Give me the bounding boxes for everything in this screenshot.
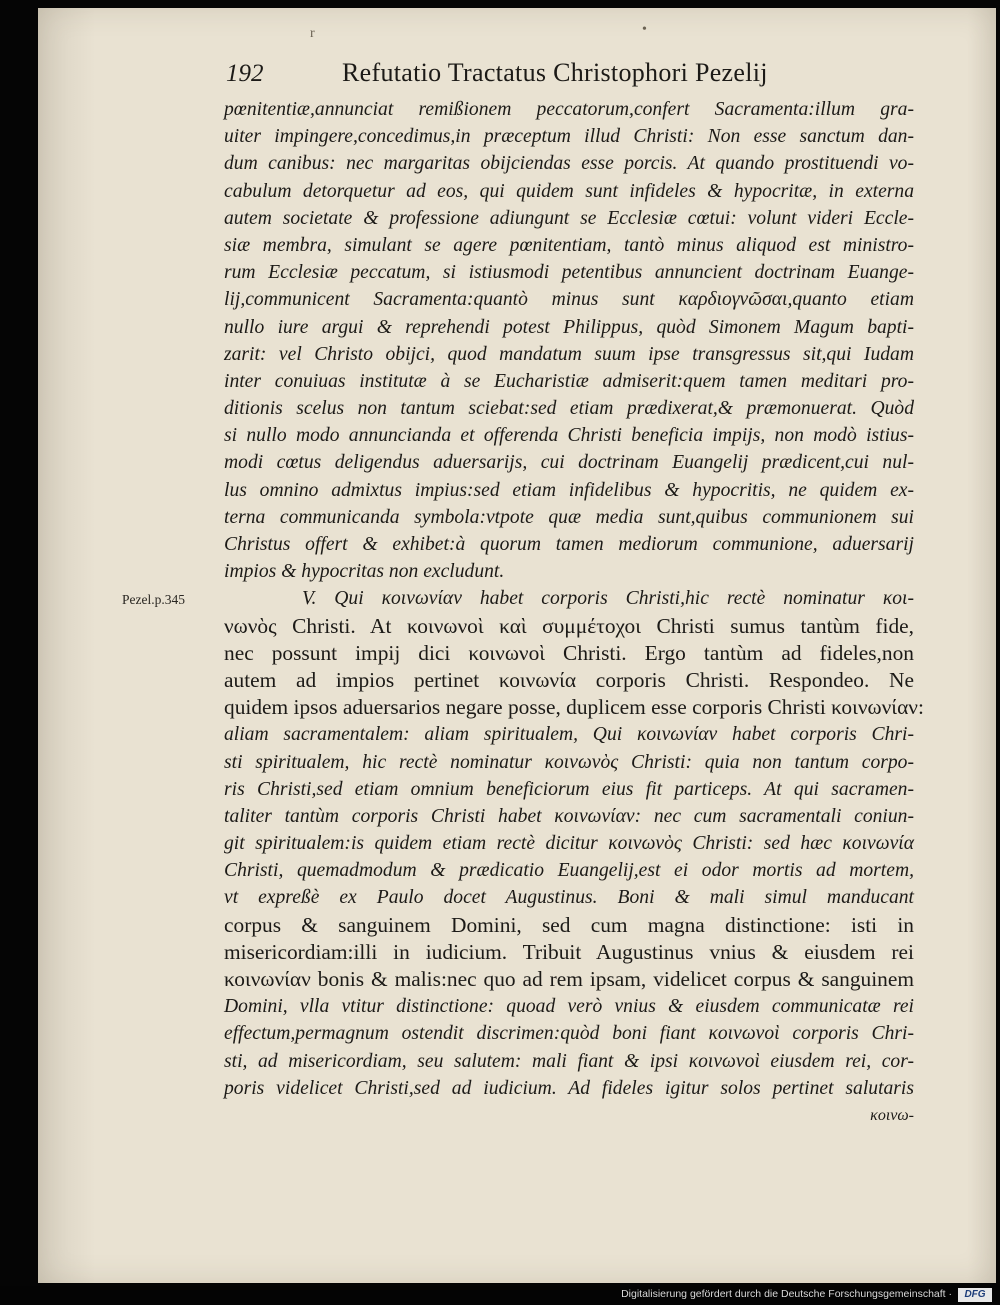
text-line: corpus & sanguinem Domini, sed cum magna distinctione: isti in xyxy=(224,912,914,937)
text-line: vt expreßè ex Paulo docet Augustinus. Boni & mali simul manducant xyxy=(224,887,914,909)
text-line: aliam sacramentalem: aliam spiritualem, Qui κοινωνίαν habet corporis Chri- xyxy=(224,724,914,746)
page-number: 192 xyxy=(226,60,264,87)
text-line: Christus offert & exhibet:à quorum tamen mediorum communione, aduersarij xyxy=(224,534,914,555)
text-line: misericordiam:illi in iudicium. Tribuit Augustinus vnius & eiusdem rei xyxy=(224,939,914,964)
text-line: si nullo modo annuncianda et offerenda Christi beneficia impijs, non modò istius- xyxy=(224,425,914,447)
text-line: lij,communicent Sacramenta:quantò minus sunt καρδιογνῶσαι,quanto etiam xyxy=(224,289,914,311)
text-line: poris videlicet Christi,sed ad iudicium. Ad fideles igitur solos pertinet salutaris xyxy=(224,1077,914,1099)
text-line: nullo iure argui & reprehendi potest Philippus, quòd Simonem Magum bapti- xyxy=(224,316,914,338)
dfg-logo: DFG xyxy=(958,1288,992,1302)
running-head: Refutatio Tractatus Christophori Pezelij xyxy=(342,58,768,87)
text-line: taliter tantùm corporis Christi habet κοινωνίαν: nec cum sacramentali coniun- xyxy=(224,805,914,827)
text-line: effectum,permagnum ostendit discrimen:quòd boni fiant κοινωνοὶ corporis Chri- xyxy=(224,1023,914,1045)
text-line: uiter impingere,concedimus,in præceptum illud Christi: Non esse sanctum dan- xyxy=(224,126,914,148)
text-line: zarit: vel Christo obijci, quod mandatum suum ipse transgressus sit,qui Iudam xyxy=(224,343,914,365)
text-block xyxy=(224,96,924,1129)
text-line: git spiritualem:is quidem etiam rectè dicitur κοινωνὸς Christi: sed hæc κοινωνία xyxy=(224,833,914,855)
text-line: sti, ad misericordiam, seu salutem: mali fiant & ipsi κοινωνοὶ eiusdem rei, cor- xyxy=(224,1050,914,1072)
funding-credit: Digitalisierung gefördert durch die Deutsche Forschungsgemeinschaft · xyxy=(621,1288,952,1300)
catchword: κοινω- xyxy=(870,1106,914,1124)
text-line: lus omnino admixtus impius:sed etiam infidelibus & hypocritis, ne quidem ex- xyxy=(224,479,914,501)
stray-mark: r xyxy=(310,26,315,41)
text-line: sti spiritualem, hic rectè nominatur κοινωνὸς Christi: quia non tantum corpo- xyxy=(224,751,914,773)
stray-mark: • xyxy=(642,22,647,37)
text-line: nec possunt impij dici κοινωνοὶ Christi. Ergo tantùm ad fideles,non xyxy=(224,640,914,665)
text-line: κοινωνίαν bonis & malis:nec quo ad rem ipsam, videlicet corpus & sanguinem xyxy=(224,967,914,991)
text-line: ris Christi,sed etiam omnium beneficiorum eius fit particeps. At qui sacramen- xyxy=(224,778,914,800)
text-line: V. Qui κοινωνίαν habet corporis Christi,hic rectè nominatur κοι- xyxy=(302,588,914,610)
text-line: siæ membra, simulant se agere pœnitentiam, tantò minus aliquod est ministro- xyxy=(224,234,914,256)
text-line: rum Ecclesiæ peccatum, si istiusmodi petentibus annuncient doctrinam Euange- xyxy=(224,262,914,284)
text-line: autem societate & professione adiungunt se Ecclesiæ cœtui: volunt videri Eccle- xyxy=(224,207,914,229)
book-page xyxy=(38,8,996,1283)
text-line: ditionis scelus non tantum sciebat:sed etiam prædixerat,& præmonuerat. Quòd xyxy=(224,398,914,420)
text-line: autem ad impios pertinet κοινωνία corporis Christi. Respondeo. Ne xyxy=(224,667,914,692)
text-line: modi cœtus deligendus aduersarijs, cui doctrinam Euangelij prædicent,cui nul- xyxy=(224,452,914,474)
text-line: νωνὸς Christi. At κοινωνοὶ καὶ συμμέτοχοι Christi sumus tantùm fide, xyxy=(224,613,914,638)
text-line: Christi, quemadmodum & prædicatio Euangelij,est ei odor mortis ad mortem, xyxy=(224,860,914,882)
text-line: Domini, vlla vtitur distinctione: quoad verò vnius & eiusdem communicatæ rei xyxy=(224,996,914,1018)
margin-note: Pezel.p.345 xyxy=(122,592,185,607)
text-line: inter conuiuas institutæ à se Eucharistiæ admiserit:quem tamen meditari pro- xyxy=(224,370,914,392)
text-line: terna communicanda symbola:vtpote quæ media sunt,quibus communionem sui xyxy=(224,506,914,528)
footer-bar xyxy=(0,1286,1000,1305)
text-line: dum canibus: nec margaritas obijciendas esse porcis. At quando prostituendi vo- xyxy=(224,153,914,175)
text-line: impios & hypocritas non excludunt. xyxy=(224,561,505,583)
text-line: cabulum detorquetur ad eos, qui quidem sunt infideles & hypocritæ, in externa xyxy=(224,180,914,202)
text-line: pœnitentiæ,annunciat remißionem peccatorum,confert Sacramenta:illum gra- xyxy=(224,99,914,120)
text-line: quidem ipsos aduersarios negare posse, duplicem esse corporis Christi κοινωνίαν: xyxy=(224,695,924,720)
